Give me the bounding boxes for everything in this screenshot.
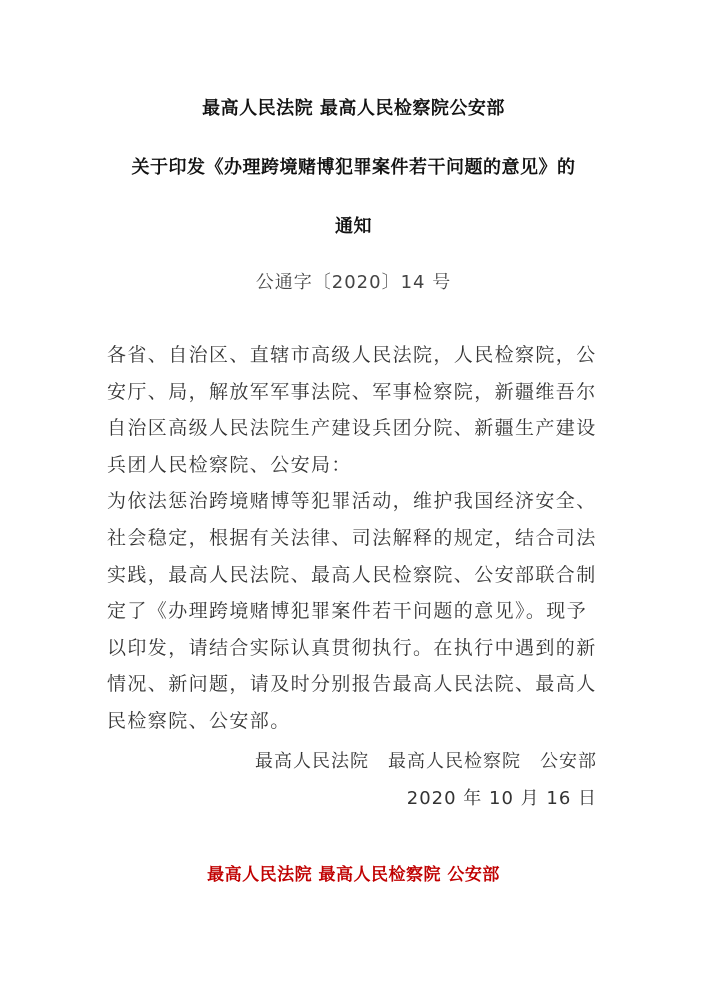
footer-issuers: 最高人民法院 最高人民检察院 公安部 <box>207 865 500 885</box>
title-line-3: 通知 <box>335 216 372 237</box>
document-number: 公通字〔2020〕14 号 <box>255 272 452 293</box>
title-line-2: 关于印发《办理跨境赌博犯罪案件若干问题的意见》的 <box>131 157 576 178</box>
title-line-1: 最高人民法院 最高人民检察院公安部 <box>202 98 505 119</box>
body-text <box>107 337 599 740</box>
body-paragraph: 为依法惩治跨境赌博等犯罪活动，维护我国经济安全、社会稳定，根据有关法律、司法解释的规定，结合司法实践，最高人民法院、最高人民检察院、公安部联合制定了《办理跨境赌博犯罪案件若干问题的意见》。现予以印发，请结合实际认真贯彻执行。在执行中遇到的新情况、新问题，请及时分别报告最高人民法院、最高人民检察院、公安部。 <box>107 490 597 732</box>
signers: 最高人民法院 最高人民检察院 公安部 <box>255 751 597 772</box>
addressees-paragraph: 各省、自治区、直辖市高级人民法院，人民检察院，公安厅、局，解放军军事法院、军事检察院，新疆维吾尔自治区高级人民法院生产建设兵团分院、新疆生产建设兵团人民检察院、公安局： <box>107 344 597 476</box>
issue-date: 2020 年 10 月 16 日 <box>406 788 597 809</box>
